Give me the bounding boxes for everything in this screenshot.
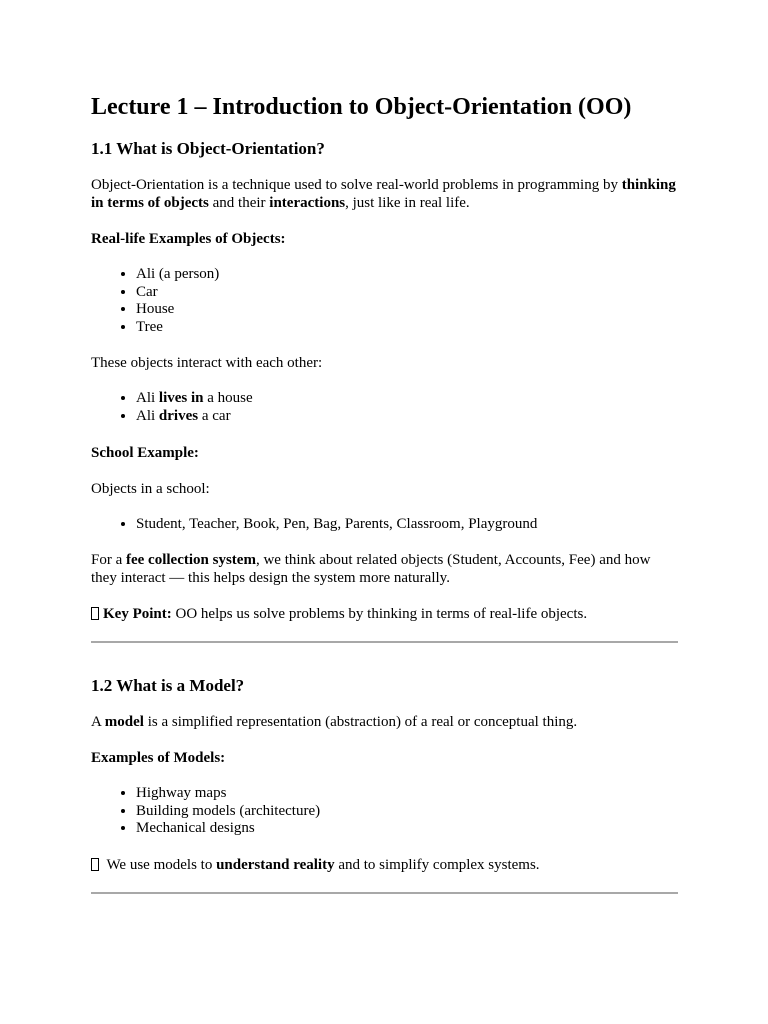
model-examples-heading: Examples of Models: — [91, 750, 226, 767]
interact-paragraph: These objects interact with each other: — [91, 355, 323, 372]
page-title: Lecture 1 – Introduction to Object-Orientation (OO) — [91, 94, 632, 120]
oo-intro-text-3: , just like in real life. — [345, 195, 470, 211]
section-heading-what-is-model: 1.2 What is a Model? — [91, 676, 245, 696]
oo-intro-paragraph — [91, 176, 678, 212]
real-life-examples-list — [91, 266, 678, 336]
examples-heading: Real-life Examples of Objects: — [91, 231, 286, 247]
list-item: • Highway maps — [136, 785, 678, 803]
section-heading-what-is-oo: 1.1 What is Object-Orientation? — [91, 139, 325, 158]
missing-glyph-box-icon — [91, 607, 99, 620]
list-item: • Ali (a person) — [136, 266, 678, 284]
fee-collection-paragraph: For a fee collection system, we think about related objects (Student, Accounts, Fee) and how they interact — this helps design the system more naturally. — [91, 552, 651, 587]
school-example-heading: School Example: — [91, 444, 199, 461]
oo-intro-text-1: Object-Orientation is a technique used to solve real-world problems in programming by — [91, 177, 622, 193]
list-item: • Building models (architecture) — [136, 803, 678, 821]
interactions-list — [91, 390, 678, 425]
list-item: • Car — [136, 284, 678, 302]
oo-intro-bold-2: interactions — [269, 195, 346, 211]
school-objects-list — [91, 516, 678, 534]
model-note-paragraph: We use models to understand reality and to simplify complex systems. — [91, 856, 678, 874]
list-item: • Ali lives in a house — [136, 390, 678, 408]
list-item: • Student, Teacher, Book, Pen, Bag, Parents, Classroom, Playground — [136, 516, 678, 534]
list-item: • House — [136, 301, 678, 319]
key-point-paragraph: Key Point: OO helps us solve problems by thinking in terms of real-life objects. — [91, 605, 678, 623]
list-item: • Tree — [136, 319, 678, 337]
key-point-label: Key Point: — [103, 606, 172, 623]
model-definition-paragraph: A model is a simplified representation (abstraction) of a real or conceptual thing. — [91, 714, 578, 731]
list-item: • Mechanical designs — [136, 820, 678, 838]
oo-intro-bold-1: thinking in terms of objects — [91, 177, 676, 211]
list-item: • Ali drives a car — [136, 408, 678, 426]
document-page — [91, 92, 678, 926]
section-divider — [91, 641, 678, 643]
missing-glyph-box-icon — [91, 858, 99, 871]
oo-intro-text-2: and their — [208, 195, 270, 211]
section-divider — [91, 892, 678, 894]
model-examples-list — [91, 785, 678, 838]
school-intro-paragraph: Objects in a school: — [91, 480, 210, 497]
